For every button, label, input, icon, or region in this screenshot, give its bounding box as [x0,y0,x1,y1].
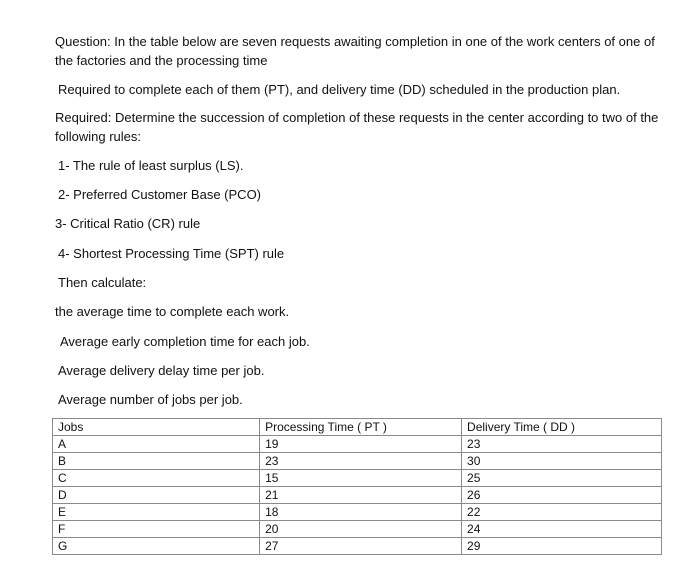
table-row [53,521,662,538]
dd-cell: 29 [462,538,662,555]
pt-cell: 20 [260,521,462,538]
header-delivery-time: Delivery Time ( DD ) [462,419,662,436]
dd-cell: 26 [462,487,662,504]
job-cell: F [53,521,260,538]
table-row [53,538,662,555]
required-line: Required to complete each of them (PT), and delivery time (DD) scheduled in the production plan. [58,82,621,97]
question-intro: Question: In the table below are seven requests awaiting completion in one of the work centers of one of the factories and the processing time [55,34,655,68]
header-jobs: Jobs [53,419,260,436]
pt-cell: 27 [260,538,462,555]
dd-cell: 24 [462,521,662,538]
dd-cell: 23 [462,436,662,453]
job-cell: C [53,470,260,487]
dd-cell: 30 [462,453,662,470]
rule-item: 1- The rule of least surplus (LS). [58,158,244,173]
job-cell: B [53,453,260,470]
job-cell: G [53,538,260,555]
pt-cell: 23 [260,453,462,470]
table-row [53,470,662,487]
pt-cell: 18 [260,504,462,521]
calculation-item: Average early completion time for each job. [60,334,310,349]
header-processing-time: Processing Time ( PT ) [260,419,462,436]
dd-cell: 22 [462,504,662,521]
rule-item: 4- Shortest Processing Time (SPT) rule [58,246,285,261]
calculation-item: Average number of jobs per job. [58,392,243,407]
pt-cell: 21 [260,487,462,504]
job-cell: A [53,436,260,453]
calculation-item: the average time to complete each work. [55,304,290,319]
job-cell: E [53,504,260,521]
job-cell: D [53,487,260,504]
table-row [53,504,662,521]
dd-cell: 25 [462,470,662,487]
rule-item: 2- Preferred Customer Base (PCO) [58,187,262,202]
then-calculate: Then calculate: [58,275,147,290]
table-header-row [53,419,662,436]
rule-item: 3- Critical Ratio (CR) rule [55,216,201,231]
table-row [53,453,662,470]
jobs-table [52,418,662,555]
calculation-item: Average delivery delay time per job. [58,363,265,378]
pt-cell: 19 [260,436,462,453]
pt-cell: 15 [260,470,462,487]
required-task: Required: Determine the succession of completion of these requests in the center according to two of the following rules: [55,110,659,144]
table-row [53,436,662,453]
table-row [53,487,662,504]
